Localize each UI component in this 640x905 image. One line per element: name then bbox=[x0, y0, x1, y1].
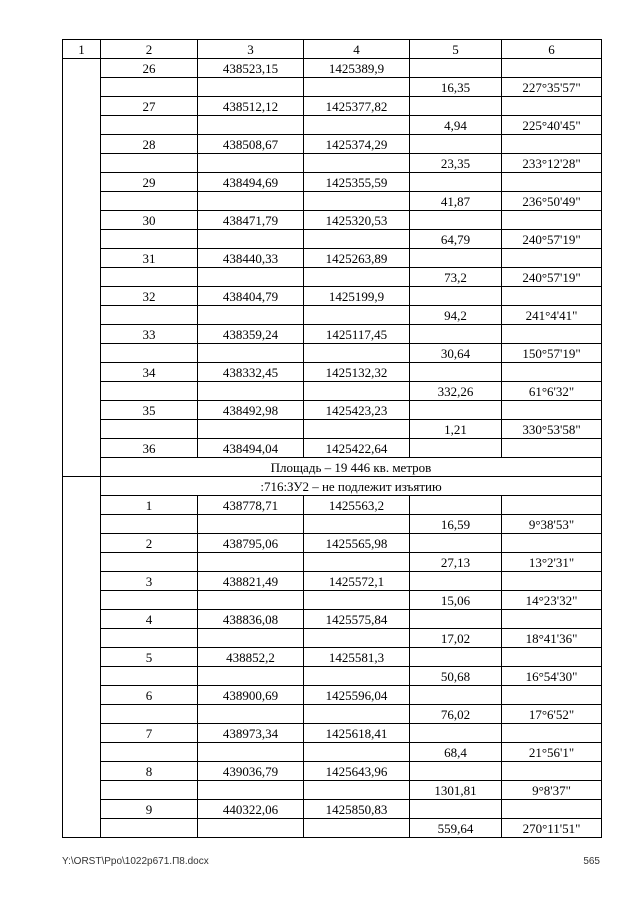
empty-cell bbox=[502, 496, 602, 515]
coord-x: 438332,45 bbox=[198, 363, 304, 382]
empty-cell bbox=[198, 591, 304, 610]
segment-length: 68,4 bbox=[410, 743, 502, 762]
empty-cell bbox=[410, 686, 502, 705]
empty-cell bbox=[502, 439, 602, 458]
empty-cell bbox=[502, 363, 602, 382]
direction-angle: 16°54'30" bbox=[502, 667, 602, 686]
segment-length: 16,59 bbox=[410, 515, 502, 534]
column-header: 2 bbox=[101, 40, 198, 59]
empty-cell bbox=[198, 819, 304, 838]
empty-cell bbox=[502, 610, 602, 629]
table-row bbox=[63, 572, 602, 591]
table-row bbox=[63, 439, 602, 458]
point-number: 36 bbox=[101, 439, 198, 458]
coord-y: 1425389,9 bbox=[304, 59, 410, 78]
coord-x: 438512,12 bbox=[198, 97, 304, 116]
table-row bbox=[63, 648, 602, 667]
coord-x: 438900,69 bbox=[198, 686, 304, 705]
empty-cell bbox=[101, 268, 198, 287]
empty-cell bbox=[410, 534, 502, 553]
coordinates-table bbox=[62, 39, 602, 838]
coord-x: 438973,34 bbox=[198, 724, 304, 743]
empty-cell bbox=[304, 192, 410, 211]
point-number: 32 bbox=[101, 287, 198, 306]
empty-cell bbox=[198, 230, 304, 249]
empty-cell bbox=[304, 268, 410, 287]
coord-x: 438359,24 bbox=[198, 325, 304, 344]
coord-y: 1425618,41 bbox=[304, 724, 410, 743]
empty-cell bbox=[101, 819, 198, 838]
coord-y: 1425596,04 bbox=[304, 686, 410, 705]
table-row bbox=[63, 496, 602, 515]
empty-cell bbox=[304, 591, 410, 610]
empty-cell bbox=[101, 553, 198, 572]
table-row bbox=[63, 553, 602, 572]
column-header: 6 bbox=[502, 40, 602, 59]
point-number: 6 bbox=[101, 686, 198, 705]
empty-cell bbox=[198, 420, 304, 439]
empty-cell bbox=[198, 268, 304, 287]
segment-length: 76,02 bbox=[410, 705, 502, 724]
coord-y: 1425374,29 bbox=[304, 135, 410, 154]
table-row bbox=[63, 344, 602, 363]
empty-cell bbox=[410, 724, 502, 743]
empty-cell bbox=[410, 97, 502, 116]
coord-x: 438440,33 bbox=[198, 249, 304, 268]
coord-y: 1425377,82 bbox=[304, 97, 410, 116]
segment-length: 73,2 bbox=[410, 268, 502, 287]
empty-cell bbox=[101, 230, 198, 249]
empty-cell bbox=[198, 743, 304, 762]
empty-cell bbox=[101, 667, 198, 686]
table-header-row bbox=[63, 40, 602, 59]
segment-length: 64,79 bbox=[410, 230, 502, 249]
empty-cell bbox=[198, 154, 304, 173]
empty-cell bbox=[304, 515, 410, 534]
table-row bbox=[63, 781, 602, 800]
segment-length: 16,35 bbox=[410, 78, 502, 97]
coord-x: 438471,79 bbox=[198, 211, 304, 230]
empty-cell bbox=[410, 610, 502, 629]
empty-cell bbox=[502, 173, 602, 192]
point-number: 34 bbox=[101, 363, 198, 382]
point-number: 28 bbox=[101, 135, 198, 154]
table-row bbox=[63, 154, 602, 173]
point-number: 33 bbox=[101, 325, 198, 344]
coord-x: 438404,79 bbox=[198, 287, 304, 306]
empty-cell bbox=[198, 629, 304, 648]
direction-angle: 17°6'52" bbox=[502, 705, 602, 724]
empty-cell bbox=[304, 306, 410, 325]
table-row bbox=[63, 78, 602, 97]
empty-cell bbox=[304, 344, 410, 363]
empty-cell bbox=[198, 344, 304, 363]
empty-cell bbox=[198, 553, 304, 572]
direction-angle: 240°57'19" bbox=[502, 268, 602, 287]
empty-cell bbox=[304, 667, 410, 686]
point-number: 29 bbox=[101, 173, 198, 192]
coord-y: 1425643,96 bbox=[304, 762, 410, 781]
section-index-cell bbox=[63, 59, 101, 477]
point-number: 5 bbox=[101, 648, 198, 667]
direction-angle: 240°57'19" bbox=[502, 230, 602, 249]
table-row bbox=[63, 59, 602, 78]
table-row bbox=[63, 458, 602, 477]
point-number: 3 bbox=[101, 572, 198, 591]
section-title: :716:ЗУ2 – не подлежит изъятию bbox=[101, 477, 602, 496]
empty-cell bbox=[101, 154, 198, 173]
table-row bbox=[63, 724, 602, 743]
direction-angle: 18°41'36" bbox=[502, 629, 602, 648]
table-row bbox=[63, 743, 602, 762]
empty-cell bbox=[101, 629, 198, 648]
table-row bbox=[63, 686, 602, 705]
empty-cell bbox=[410, 496, 502, 515]
table-row bbox=[63, 230, 602, 249]
empty-cell bbox=[304, 705, 410, 724]
empty-cell bbox=[198, 515, 304, 534]
direction-angle: 233°12'28" bbox=[502, 154, 602, 173]
point-number: 9 bbox=[101, 800, 198, 819]
empty-cell bbox=[101, 306, 198, 325]
point-number: 7 bbox=[101, 724, 198, 743]
segment-length: 4,94 bbox=[410, 116, 502, 135]
coord-y: 1425422,64 bbox=[304, 439, 410, 458]
empty-cell bbox=[101, 116, 198, 135]
coord-y: 1425355,59 bbox=[304, 173, 410, 192]
coord-y: 1425575,84 bbox=[304, 610, 410, 629]
empty-cell bbox=[410, 325, 502, 344]
segment-length: 94,2 bbox=[410, 306, 502, 325]
direction-angle: 270°11'51" bbox=[502, 819, 602, 838]
point-number: 30 bbox=[101, 211, 198, 230]
table-row bbox=[63, 97, 602, 116]
empty-cell bbox=[304, 382, 410, 401]
point-number: 8 bbox=[101, 762, 198, 781]
empty-cell bbox=[410, 173, 502, 192]
direction-angle: 14°23'32" bbox=[502, 591, 602, 610]
table-row bbox=[63, 211, 602, 230]
table-row bbox=[63, 819, 602, 838]
area-summary: Площадь – 19 446 кв. метров bbox=[101, 458, 602, 477]
table-row bbox=[63, 306, 602, 325]
table-row bbox=[63, 762, 602, 781]
empty-cell bbox=[101, 743, 198, 762]
direction-angle: 241°4'41" bbox=[502, 306, 602, 325]
segment-length: 1,21 bbox=[410, 420, 502, 439]
empty-cell bbox=[410, 59, 502, 78]
coord-y: 1425581,3 bbox=[304, 648, 410, 667]
segment-length: 15,06 bbox=[410, 591, 502, 610]
coord-y: 1425565,98 bbox=[304, 534, 410, 553]
table-row bbox=[63, 382, 602, 401]
point-number: 1 bbox=[101, 496, 198, 515]
coord-x: 438821,49 bbox=[198, 572, 304, 591]
direction-angle: 9°38'53" bbox=[502, 515, 602, 534]
empty-cell bbox=[502, 534, 602, 553]
empty-cell bbox=[502, 572, 602, 591]
column-header: 4 bbox=[304, 40, 410, 59]
empty-cell bbox=[198, 192, 304, 211]
table-row bbox=[63, 515, 602, 534]
direction-angle: 236°50'49" bbox=[502, 192, 602, 211]
empty-cell bbox=[304, 154, 410, 173]
coord-y: 1425199,9 bbox=[304, 287, 410, 306]
coord-y: 1425423,23 bbox=[304, 401, 410, 420]
empty-cell bbox=[101, 344, 198, 363]
coord-y: 1425572,1 bbox=[304, 572, 410, 591]
empty-cell bbox=[198, 306, 304, 325]
coord-x: 438494,04 bbox=[198, 439, 304, 458]
empty-cell bbox=[502, 59, 602, 78]
empty-cell bbox=[502, 325, 602, 344]
table-row bbox=[63, 629, 602, 648]
segment-length: 332,26 bbox=[410, 382, 502, 401]
coord-x: 438778,71 bbox=[198, 496, 304, 515]
empty-cell bbox=[410, 800, 502, 819]
table-row bbox=[63, 705, 602, 724]
empty-cell bbox=[101, 705, 198, 724]
segment-length: 23,35 bbox=[410, 154, 502, 173]
footer-page-number: 565 bbox=[583, 856, 600, 867]
coord-x: 440322,06 bbox=[198, 800, 304, 819]
table-row bbox=[63, 173, 602, 192]
table-row bbox=[63, 610, 602, 629]
coord-y: 1425563,2 bbox=[304, 496, 410, 515]
table-row bbox=[63, 192, 602, 211]
column-header: 1 bbox=[63, 40, 101, 59]
empty-cell bbox=[410, 572, 502, 591]
coord-x: 438492,98 bbox=[198, 401, 304, 420]
coord-x: 438508,67 bbox=[198, 135, 304, 154]
table-row bbox=[63, 249, 602, 268]
coord-x: 438852,2 bbox=[198, 648, 304, 667]
coord-x: 438795,06 bbox=[198, 534, 304, 553]
empty-cell bbox=[410, 762, 502, 781]
empty-cell bbox=[502, 97, 602, 116]
coord-y: 1425850,83 bbox=[304, 800, 410, 819]
empty-cell bbox=[101, 515, 198, 534]
direction-angle: 225°40'45" bbox=[502, 116, 602, 135]
empty-cell bbox=[410, 439, 502, 458]
table-row bbox=[63, 591, 602, 610]
empty-cell bbox=[304, 743, 410, 762]
empty-cell bbox=[101, 382, 198, 401]
direction-angle: 150°57'19" bbox=[502, 344, 602, 363]
table-row bbox=[63, 477, 602, 496]
empty-cell bbox=[304, 819, 410, 838]
empty-cell bbox=[502, 249, 602, 268]
empty-cell bbox=[410, 249, 502, 268]
segment-length: 17,02 bbox=[410, 629, 502, 648]
table-row bbox=[63, 325, 602, 344]
empty-cell bbox=[502, 724, 602, 743]
direction-angle: 21°56'1" bbox=[502, 743, 602, 762]
column-header: 5 bbox=[410, 40, 502, 59]
empty-cell bbox=[198, 781, 304, 800]
direction-angle: 13°2'31" bbox=[502, 553, 602, 572]
table-row bbox=[63, 534, 602, 553]
empty-cell bbox=[304, 629, 410, 648]
table-row bbox=[63, 363, 602, 382]
point-number: 31 bbox=[101, 249, 198, 268]
table-row bbox=[63, 667, 602, 686]
direction-angle: 227°35'57" bbox=[502, 78, 602, 97]
empty-cell bbox=[502, 762, 602, 781]
segment-length: 559,64 bbox=[410, 819, 502, 838]
empty-cell bbox=[101, 591, 198, 610]
empty-cell bbox=[304, 781, 410, 800]
empty-cell bbox=[101, 781, 198, 800]
empty-cell bbox=[502, 211, 602, 230]
empty-cell bbox=[101, 192, 198, 211]
point-number: 27 bbox=[101, 97, 198, 116]
empty-cell bbox=[304, 420, 410, 439]
coord-y: 1425132,32 bbox=[304, 363, 410, 382]
empty-cell bbox=[410, 287, 502, 306]
empty-cell bbox=[502, 648, 602, 667]
coord-x: 439036,79 bbox=[198, 762, 304, 781]
direction-angle: 9°8'37" bbox=[502, 781, 602, 800]
empty-cell bbox=[502, 287, 602, 306]
direction-angle: 330°53'58" bbox=[502, 420, 602, 439]
empty-cell bbox=[502, 135, 602, 154]
coord-x: 438523,15 bbox=[198, 59, 304, 78]
coord-y: 1425263,89 bbox=[304, 249, 410, 268]
coord-y: 1425117,45 bbox=[304, 325, 410, 344]
empty-cell bbox=[410, 648, 502, 667]
table-row bbox=[63, 116, 602, 135]
table-row bbox=[63, 135, 602, 154]
empty-cell bbox=[410, 135, 502, 154]
point-number: 26 bbox=[101, 59, 198, 78]
empty-cell bbox=[198, 382, 304, 401]
coord-x: 438494,69 bbox=[198, 173, 304, 192]
point-number: 4 bbox=[101, 610, 198, 629]
segment-length: 41,87 bbox=[410, 192, 502, 211]
coordinates-table-body bbox=[63, 40, 602, 838]
table-row bbox=[63, 420, 602, 439]
section-index-cell bbox=[63, 477, 101, 838]
direction-angle: 61°6'32" bbox=[502, 382, 602, 401]
empty-cell bbox=[304, 230, 410, 249]
segment-length: 30,64 bbox=[410, 344, 502, 363]
empty-cell bbox=[502, 401, 602, 420]
point-number: 35 bbox=[101, 401, 198, 420]
table-row bbox=[63, 401, 602, 420]
empty-cell bbox=[198, 705, 304, 724]
empty-cell bbox=[198, 667, 304, 686]
empty-cell bbox=[304, 116, 410, 135]
empty-cell bbox=[304, 78, 410, 97]
segment-length: 27,13 bbox=[410, 553, 502, 572]
empty-cell bbox=[101, 420, 198, 439]
empty-cell bbox=[101, 78, 198, 97]
footer-file-path: Y:\ORST\Ppo\1022p671.П8.docx bbox=[62, 856, 209, 867]
table-row bbox=[63, 800, 602, 819]
coord-y: 1425320,53 bbox=[304, 211, 410, 230]
empty-cell bbox=[198, 78, 304, 97]
column-header: 3 bbox=[198, 40, 304, 59]
segment-length: 50,68 bbox=[410, 667, 502, 686]
table-row bbox=[63, 268, 602, 287]
empty-cell bbox=[502, 800, 602, 819]
empty-cell bbox=[410, 401, 502, 420]
empty-cell bbox=[198, 116, 304, 135]
point-number: 2 bbox=[101, 534, 198, 553]
empty-cell bbox=[410, 211, 502, 230]
empty-cell bbox=[502, 686, 602, 705]
coord-x: 438836,08 bbox=[198, 610, 304, 629]
segment-length: 1301,81 bbox=[410, 781, 502, 800]
empty-cell bbox=[410, 363, 502, 382]
table-row bbox=[63, 287, 602, 306]
empty-cell bbox=[304, 553, 410, 572]
